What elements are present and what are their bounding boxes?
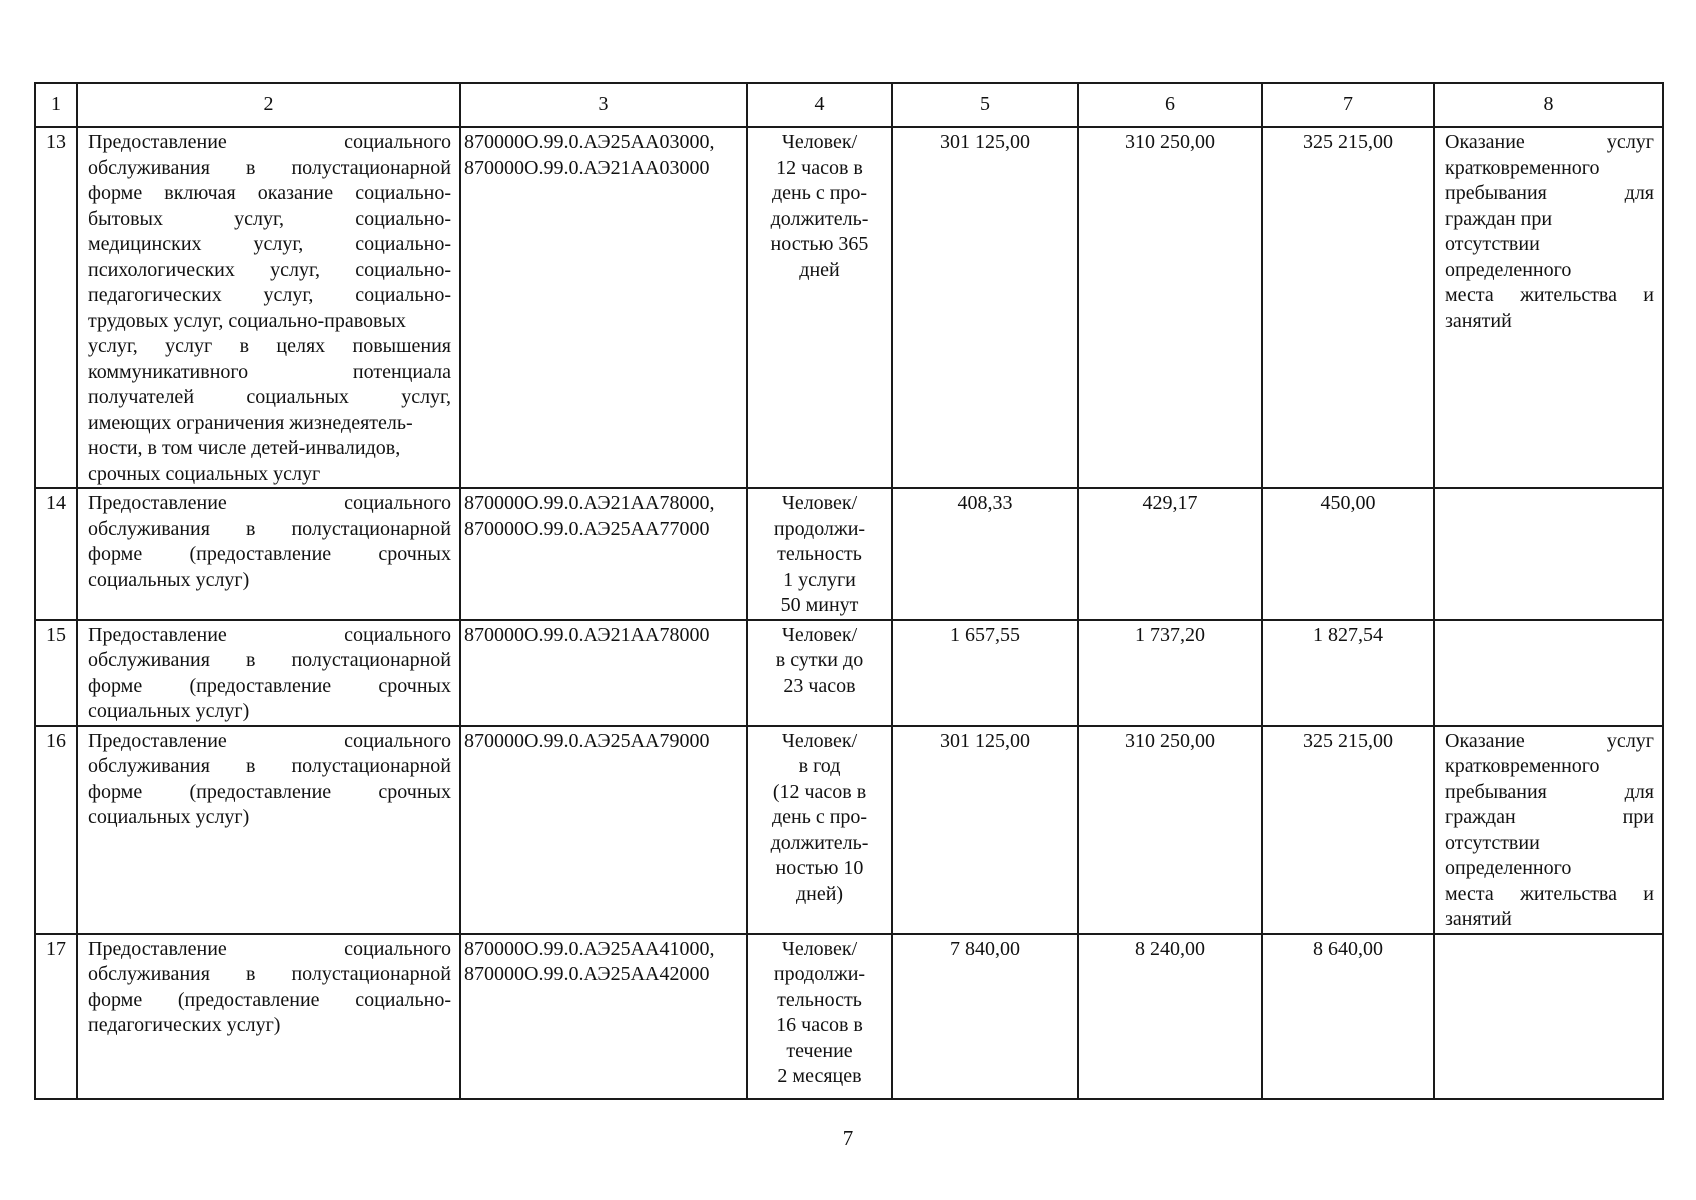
value-cell-7: 325 215,00	[1262, 726, 1434, 934]
registry-code-cell-line: 870000О.99.0.АЭ21АА03000	[464, 156, 710, 179]
service-name-line: Предоставление социального	[88, 937, 451, 960]
unit-cell-line: Человек/	[781, 131, 858, 153]
header-cell-6: 6	[1078, 83, 1262, 127]
service-name-line: получателей социальных услуг,	[88, 386, 451, 408]
service-name-line: форме включая оказание социально-	[88, 182, 451, 204]
unit-cell-line: 16 часов в	[776, 1014, 863, 1036]
unit-cell-line: 12 часов в	[776, 156, 863, 179]
unit-cell-line: продолжи-	[773, 517, 866, 540]
value-cell-6: 310 250,00	[1078, 127, 1262, 488]
note-line: определенного	[1445, 258, 1572, 281]
unit-cell	[747, 620, 892, 726]
note-line: места жительства и	[1445, 284, 1654, 306]
registry-code-cell-line: 870000О.99.0.АЭ25АА41000,	[464, 937, 715, 960]
note-line: кратковременного	[1445, 156, 1600, 179]
value-cell-5: 301 125,00	[892, 726, 1078, 934]
unit-cell-line: день с про-	[771, 806, 868, 828]
table-row	[35, 620, 1663, 726]
note-line: граждан при	[1445, 806, 1654, 828]
value-cell-6: 1 737,20	[1078, 620, 1262, 726]
unit-cell-line: тельность	[777, 988, 862, 1011]
service-name-line: бытовых услуг, социально-	[88, 207, 451, 230]
service-name-cell	[77, 726, 460, 934]
note-line: пребывания для	[1445, 182, 1654, 204]
table-row	[35, 726, 1663, 934]
value-cell-6: 8 240,00	[1078, 934, 1262, 1099]
header-cell-8: 8	[1434, 83, 1663, 127]
note-cell	[1434, 488, 1663, 620]
unit-cell-line: 2 месяцев	[777, 1065, 862, 1087]
header-cell-1: 1	[35, 83, 77, 127]
unit-cell-line: 50 минут	[780, 594, 859, 616]
value-cell-5: 7 840,00	[892, 934, 1078, 1099]
service-name-line: срочных социальных услуг	[88, 462, 321, 485]
table-body	[35, 83, 1663, 1099]
unit-cell-line: Человек/	[781, 729, 858, 752]
service-name-line: Предоставление социального	[88, 623, 451, 646]
table-row	[35, 488, 1663, 620]
unit-cell-line: дней	[799, 258, 840, 281]
row-number-cell: 13	[35, 127, 77, 488]
unit-cell-line: в сутки до	[775, 649, 864, 671]
header-row	[35, 83, 1663, 127]
page-number: 7	[842, 1126, 854, 1150]
service-name-line: ности, в том числе детей-инвалидов,	[88, 437, 401, 459]
value-cell-7: 1 827,54	[1262, 620, 1434, 726]
services-table	[34, 82, 1664, 1100]
service-name-line: обслуживания в полустационарной	[88, 963, 451, 985]
header-cell-2: 2	[77, 83, 460, 127]
service-name-line: форме (предоставление социально-	[88, 988, 451, 1011]
note-line: занятий	[1445, 908, 1512, 930]
service-name-line: форме (предоставление срочных	[88, 674, 451, 697]
unit-cell	[747, 726, 892, 934]
service-name-line: социальных услуг)	[88, 700, 250, 722]
registry-code-cell	[460, 488, 747, 620]
note-line: Оказание услуг	[1445, 131, 1654, 153]
value-cell-5: 1 657,55	[892, 620, 1078, 726]
note-line: кратковременного	[1445, 755, 1600, 777]
service-name-line: Предоставление социального	[88, 492, 451, 514]
service-name-line: форме (предоставление срочных	[88, 780, 451, 803]
header-cell-5: 5	[892, 83, 1078, 127]
note-line: граждан при	[1445, 207, 1553, 230]
registry-code-cell-line: 870000О.99.0.АЭ25АА77000	[464, 517, 710, 540]
note-line: определенного	[1445, 857, 1572, 879]
note-line: занятий	[1445, 309, 1512, 332]
service-name-line: услуг, услуг в целях повышения	[88, 335, 451, 357]
header-cell-3: 3	[460, 83, 747, 127]
header-cell-4: 4	[747, 83, 892, 127]
unit-cell-line: 1 услуги	[783, 568, 856, 591]
note-line: пребывания для	[1445, 780, 1654, 803]
registry-code-cell-line: 870000О.99.0.АЭ25АА42000	[464, 963, 710, 985]
unit-cell	[747, 127, 892, 488]
row-number-cell: 15	[35, 620, 77, 726]
service-name-line: психологических услуг, социально-	[88, 258, 451, 281]
unit-cell-line: (12 часов в	[772, 780, 867, 803]
service-name-line: имеющих ограничения жизнедеятель-	[88, 411, 413, 434]
registry-code-cell-line: 870000О.99.0.АЭ21АА78000,	[464, 492, 715, 514]
registry-code-cell-line: 870000О.99.0.АЭ25АА03000,	[464, 131, 715, 153]
unit-cell-line: тельность	[777, 543, 862, 565]
registry-code-cell	[460, 726, 747, 934]
row-number-cell: 17	[35, 934, 77, 1099]
registry-code-cell	[460, 934, 747, 1099]
note-cell	[1434, 726, 1663, 934]
service-name-line: обслуживания в полустационарной	[88, 156, 451, 179]
value-cell-6: 429,17	[1078, 488, 1262, 620]
row-number-cell: 14	[35, 488, 77, 620]
note-line: отсутствии	[1445, 233, 1540, 255]
value-cell-7: 325 215,00	[1262, 127, 1434, 488]
note-line: Оказание услуг	[1445, 729, 1654, 752]
value-cell-7: 450,00	[1262, 488, 1434, 620]
service-name-line: педагогических услуг)	[88, 1014, 281, 1036]
unit-cell-line: должитель-	[770, 831, 869, 854]
registry-code-cell	[460, 620, 747, 726]
service-name-cell	[77, 620, 460, 726]
value-cell-6: 310 250,00	[1078, 726, 1262, 934]
unit-cell-line: ностью 10	[775, 857, 864, 879]
value-cell-5: 408,33	[892, 488, 1078, 620]
row-number-cell: 16	[35, 726, 77, 934]
unit-cell-line: в год	[798, 755, 841, 777]
service-name-line: форме (предоставление срочных	[88, 543, 451, 565]
registry-code-cell-line: 870000О.99.0.АЭ25АА79000	[464, 729, 710, 752]
note-cell	[1434, 620, 1663, 726]
unit-cell	[747, 488, 892, 620]
service-name-line: Предоставление социального	[88, 131, 451, 153]
service-name-line: обслуживания в полустационарной	[88, 517, 451, 540]
unit-cell-line: течение	[786, 1039, 853, 1062]
note-cell	[1434, 934, 1663, 1099]
service-name-line: педагогических услуг, социально-	[88, 284, 451, 306]
unit-cell-line: 23 часов	[783, 674, 856, 697]
registry-code-cell-line: 870000О.99.0.АЭ21АА78000	[464, 623, 710, 646]
service-name-line: коммуникативного потенциала	[88, 360, 451, 383]
service-name-cell	[77, 934, 460, 1099]
unit-cell-line: должитель-	[770, 207, 869, 230]
note-line: места жительства и	[1445, 882, 1654, 905]
registry-code-cell	[460, 127, 747, 488]
unit-cell-line: Человек/	[781, 492, 858, 514]
value-cell-7: 8 640,00	[1262, 934, 1434, 1099]
service-name-cell	[77, 127, 460, 488]
service-name-cell	[77, 488, 460, 620]
note-line: отсутствии	[1445, 831, 1540, 854]
service-name-line: социальных услуг)	[88, 568, 250, 591]
service-name-line: обслуживания в полустационарной	[88, 755, 451, 777]
unit-cell-line: Человек/	[781, 937, 858, 960]
table-row	[35, 934, 1663, 1099]
service-name-line: Предоставление социального	[88, 729, 451, 752]
unit-cell-line: ностью 365	[770, 233, 869, 255]
service-name-line: трудовых услуг, социально-правовых	[88, 309, 406, 332]
unit-cell-line: продолжи-	[773, 963, 866, 985]
header-cell-7: 7	[1262, 83, 1434, 127]
unit-cell-line: Человек/	[781, 623, 858, 646]
service-name-line: социальных услуг)	[88, 806, 250, 828]
unit-cell-line: день с про-	[771, 182, 868, 204]
table-row	[35, 127, 1663, 488]
value-cell-5: 301 125,00	[892, 127, 1078, 488]
service-name-line: медицинских услуг, социально-	[88, 233, 451, 255]
unit-cell	[747, 934, 892, 1099]
unit-cell-line: дней)	[795, 882, 844, 905]
service-name-line: обслуживания в полустационарной	[88, 649, 451, 671]
note-cell	[1434, 127, 1663, 488]
